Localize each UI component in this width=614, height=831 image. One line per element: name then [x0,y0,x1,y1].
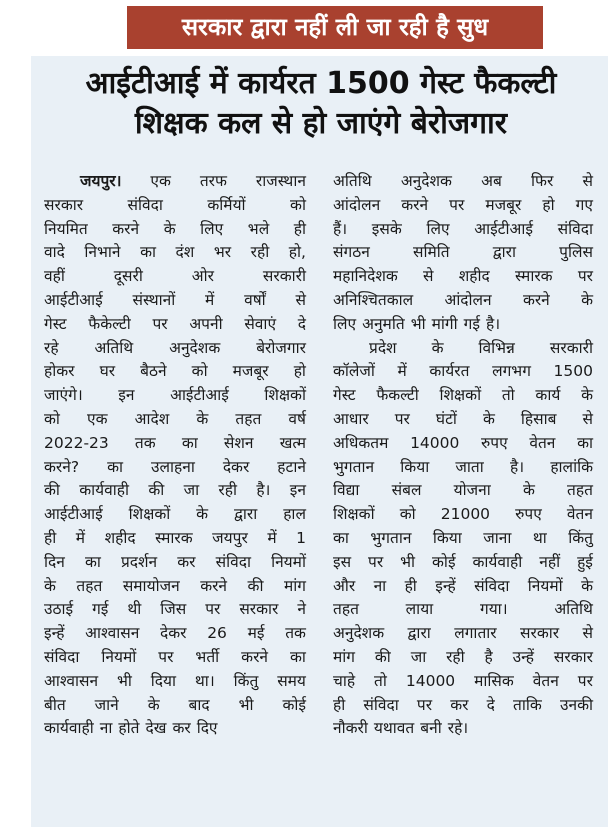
article-line: ही में शहीद स्मारक जयपुर में 1 [44,528,306,547]
article-line: की कार्यवाही की जा रही है। इन [44,481,306,500]
article-line: तहत लाया गया। अतिथि [333,600,593,619]
article-line: सरकार संविदा कर्मियों को [44,195,306,214]
headline-line-1: आईटीआई में कार्यरत 1500 गेस्ट फैकल्टी [85,66,557,101]
article-line: शिक्षकों को 21000 रुपए वेतन [333,505,593,524]
article-line: 2022-23 तक का सेशन खत्म [44,433,306,452]
article-line: वहीं दूसरी ओर सरकारी [44,267,306,286]
article-line: इस पर भी कोई कार्यवाही नहीं हुई [333,552,593,571]
article-line: नियमित करने के लिए भले ही [44,219,306,238]
article-line: कार्यवाही ना होते देख कर दिए [44,719,218,738]
article-line: गेस्ट फैकेल्टी पर अपनी सेवाएं दे [44,314,306,333]
article-line: बीत जाने के बाद भी कोई [44,695,306,714]
article-line: चाहे तो 14000 मासिक वेतन पर [333,671,593,690]
headline [38,64,604,144]
article-line: वादे निभाने का दंश भर रही हो, [44,243,306,262]
article-line: करने? का उलाहना देकर हटाने [44,457,306,476]
article-line: कॉलेजों में कार्यरत लगभग 1500 [333,362,593,381]
headline-line-2: शिक्षक कल से हो जाएंगे बेरोजगार [134,106,508,141]
article-line: नौकरी यथावत बनी रहे। [333,719,469,738]
article-line: आईटीआई शिक्षकों के द्वारा हाल [44,505,306,524]
article-line: का भुगतान किया जाना था किंतु [333,528,593,547]
article-line: इन्हें आश्वासन देकर 26 मई तक [44,624,306,643]
article-line: संविदा नियमों पर भर्ती करने का [44,647,306,666]
article-line: संगठन समिति द्वारा पुलिस [333,243,593,262]
article-line: आंदोलन करने पर मजबूर हो गए [333,195,593,214]
article-line: गेस्ट फैकल्टी शिक्षकों तो कार्य के [333,386,593,405]
article-line: अतिथि अनुदेशक अब फिर से [333,172,593,190]
article-line: को एक आदेश के तहत वर्ष [44,409,306,428]
article-line: अनुदेशक द्वारा लगातार सरकार से [333,624,593,643]
article-line: अधिकतम 14000 रुपए वेतन का [333,433,593,452]
article-line: रहे अतिथि अनुदेशक बेरोजगार [44,338,306,357]
article-line: हैं। इसके लिए आईटीआई संविदा [333,219,593,238]
article-line: अनिश्चितकाल आंदोलन करने के [333,290,593,309]
article-line: और ना ही इन्हें संविदा नियमों के [333,576,593,595]
article-line: मांग की जा रही है उन्हें सरकार [333,647,593,666]
kicker-banner: सरकार द्वारा नहीं ली जा रही है सुध [127,6,543,49]
article-column-left [44,170,306,741]
article-line: जयपुर। एक तरफ राजस्थान [80,172,306,190]
article-column-right [333,170,593,741]
article-line: दिन का प्रदर्शन कर संविदा नियमों [44,552,306,571]
article-line: उठाई गई थी जिस पर सरकार ने [44,600,306,619]
article-line: विद्या संबल योजना के तहत [333,481,593,500]
article-line: आश्वासन भी दिया था। किंतु समय [44,671,306,690]
article-line: लिए अनुमति भी मांगी गई है। [333,314,501,333]
article-line: भुगतान किया जाता है। हालांकि [333,457,593,476]
article-line: होकर घर बैठने को मजबूर हो [44,362,306,381]
article-line: जाएंगे। इन आईटीआई शिक्षकों [44,386,306,405]
article-line: के तहत समायोजन करने की मांग [44,576,306,595]
article-line: आईटीआई संस्थानों में वर्षों से [44,290,306,309]
article-line: महानिदेशक से शहीद स्मारक पर [333,267,593,286]
article-line: आधार पर घंटों के हिसाब से [333,409,593,428]
article-line: प्रदेश के विभिन्न सरकारी [369,338,593,357]
article-line: ही संविदा पर कर दे ताकि उनकी [333,695,593,714]
